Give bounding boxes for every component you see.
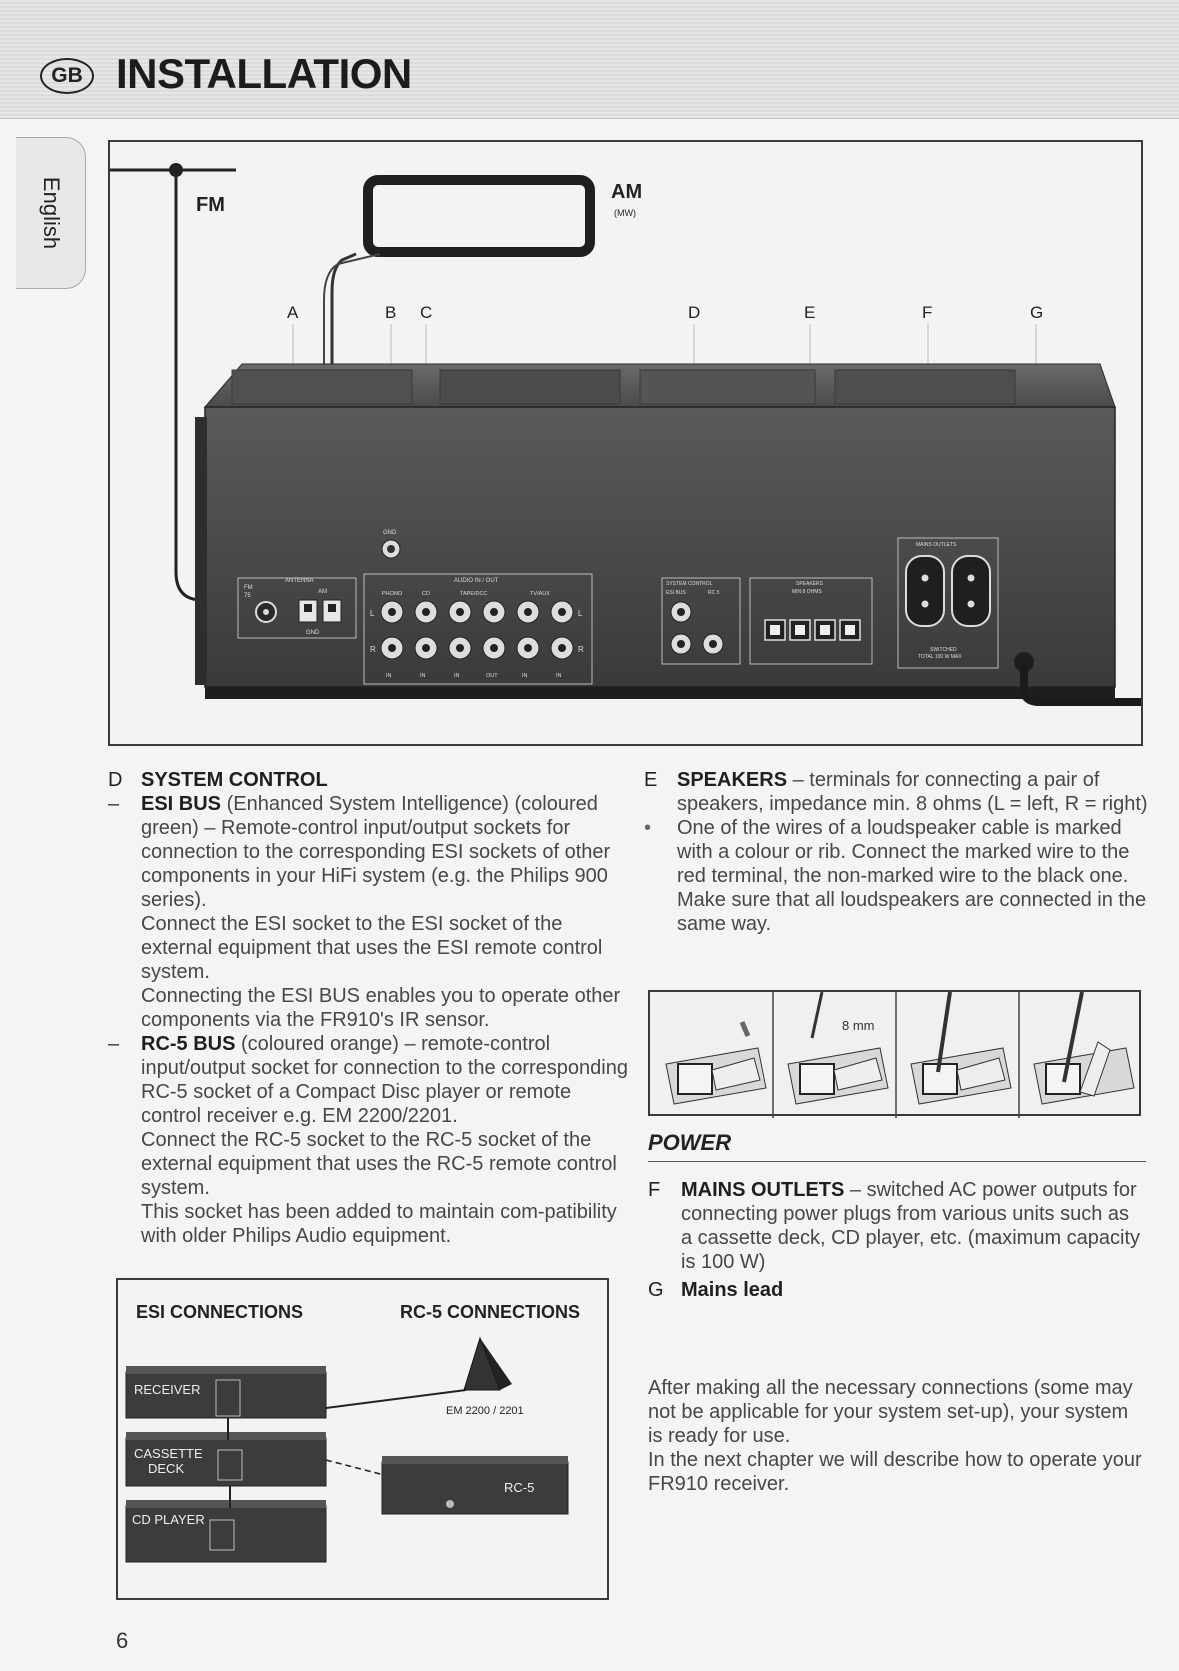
rc5-bus-description: (coloured orange) – remote-control input/output socket for connection to the corresponding RC-5 socket of a Compact Disc player or remote control receiver e.g. EM 2200/2201. (141, 1033, 628, 1127)
svg-text:SPEAKERS: SPEAKERS (796, 581, 823, 587)
wiring-step-4 (1034, 992, 1134, 1104)
svg-text:TAPE/DCC: TAPE/DCC (460, 591, 488, 597)
svg-text:SYSTEM CONTROL: SYSTEM CONTROL (666, 581, 713, 587)
svg-text:L: L (370, 609, 375, 618)
receiver-chassis (195, 364, 1115, 699)
closing-paragraph-2: In the next chapter we will describe how to operate your FR910 receiver. (648, 1449, 1142, 1495)
svg-text:TOTAL 100 W MAX: TOTAL 100 W MAX (918, 654, 962, 660)
am-label: AM (611, 181, 643, 203)
svg-text:IN: IN (454, 673, 460, 679)
svg-text:L: L (578, 609, 583, 618)
svg-text:B: B (385, 303, 397, 322)
svg-text:ESI BUS: ESI BUS (666, 590, 686, 596)
cassette-label-line1: CASSETTE (134, 1446, 203, 1461)
em-model-label: EM 2200 / 2201 (446, 1405, 524, 1417)
language-badge: GB (40, 58, 94, 94)
cassette-label-line2: DECK (148, 1461, 185, 1476)
esi-connections-title: ESI CONNECTIONS (136, 1302, 304, 1322)
svg-text:GND: GND (383, 530, 397, 536)
am-sublabel: (MW) (614, 208, 636, 218)
mains-lead-term: Mains lead (681, 1279, 784, 1301)
bullet-icon: • (644, 817, 652, 839)
esi-dash: – (108, 793, 120, 815)
esi-ir-paragraph: Connecting the ESI BUS enables you to operate other components via the FR910's IR sensor. (141, 985, 621, 1031)
rc5-connect-paragraph: Connect the RC-5 socket to the RC-5 socket of the external equipment that uses the RC-5 remote control system. (141, 1129, 617, 1199)
svg-text:E: E (804, 303, 816, 322)
strip-length-label: 8 mm (842, 1018, 875, 1033)
esi-bus-term: ESI BUS (141, 793, 222, 815)
closing-text (648, 1376, 1148, 1496)
rc5-dash: – (108, 1033, 120, 1055)
svg-text:G: G (1030, 303, 1044, 322)
speaker-wiring-steps (648, 990, 1141, 1116)
cd-player-unit (126, 1500, 326, 1562)
svg-text:GND: GND (306, 630, 320, 636)
svg-text:75: 75 (244, 593, 251, 599)
rc5-compat-paragraph: This socket has been added to maintain com-patibility with older Philips Audio equipment. (141, 1201, 617, 1247)
wiring-step-2 (788, 992, 888, 1104)
section-letter-f: F (648, 1179, 661, 1201)
svg-text:MIN 8 OHMS: MIN 8 OHMS (792, 589, 822, 595)
speakers-description: – terminals for connecting a pair of speakers, impedance min. 8 ohms (L = left, R = right) (677, 769, 1148, 815)
svg-text:F: F (922, 303, 933, 322)
cassette-deck-unit (126, 1432, 326, 1486)
svg-text:R: R (370, 645, 376, 654)
mains-outlets-description: – switched AC power outputs for connecting power plugs from various units such as a cassette deck, CD player, etc. (maximum capacity is 100 W) (681, 1179, 1141, 1273)
section-mains-outlets (648, 1178, 1143, 1302)
page-number: 6 (116, 1628, 129, 1653)
power-heading: POWER (648, 1130, 1146, 1162)
closing-paragraph-1: After making all the necessary connections (some may not be applicable for your system set-up), your system is ready for use. (648, 1377, 1133, 1447)
receiver-label: RECEIVER (134, 1382, 201, 1397)
svg-text:FM: FM (244, 585, 253, 591)
svg-text:OUT: OUT (486, 673, 498, 679)
rc5-connections-title: RC-5 CONNECTIONS (400, 1302, 581, 1322)
em-sensor-unit (446, 1338, 524, 1417)
svg-text:C: C (420, 303, 433, 322)
receiver-unit (126, 1366, 326, 1418)
section-speakers (644, 768, 1149, 936)
rc5-bus-term: RC-5 BUS (141, 1033, 236, 1055)
speaker-same-way-note: Make sure that all loudspeakers are connected in the same way. (677, 889, 1147, 935)
wiring-step-3 (911, 992, 1011, 1104)
esi-bus-description: (Enhanced System Intelligence) (coloured green) – Remote-control input/output sockets for connection to the corresponding ESI sockets of other components in your HiFi system (e.g. the Philips 900 series). (141, 793, 611, 911)
svg-text:A: A (287, 303, 299, 322)
section-letter-g: G (648, 1279, 664, 1301)
rc5-unit-label: RC-5 (504, 1480, 535, 1495)
svg-text:RC 5: RC 5 (708, 590, 720, 596)
speaker-wire-note: One of the wires of a loudspeaker cable is marked with a colour or rib. Connect the marked wire to the red terminal, the non-marked wire to the black one. (677, 817, 1130, 887)
page-title: INSTALLATION (116, 50, 412, 97)
side-tab-label: English (38, 176, 64, 250)
svg-text:CD: CD (422, 591, 430, 597)
cd-player-label: CD PLAYER (132, 1512, 205, 1527)
section-letter-e: E (644, 769, 658, 791)
svg-text:IN: IN (386, 673, 392, 679)
svg-text:IN: IN (522, 673, 528, 679)
svg-text:ANTENNA: ANTENNA (285, 578, 314, 584)
connections-diagram (116, 1278, 609, 1600)
language-side-tab (16, 137, 86, 289)
rc5-unit (382, 1456, 568, 1514)
fm-label: FM (196, 194, 225, 216)
speakers-term: SPEAKERS (677, 769, 788, 791)
section-title-system-control: SYSTEM CONTROL (141, 769, 328, 791)
esi-connect-paragraph: Connect the ESI socket to the ESI socket of the external equipment that uses the ESI remote control system. (141, 913, 603, 983)
mains-outlets-term: MAINS OUTLETS (681, 1179, 845, 1201)
svg-text:IN: IN (556, 673, 562, 679)
rear-panel-diagram (108, 140, 1143, 746)
section-letter-d: D (108, 769, 123, 791)
svg-text:R: R (578, 645, 584, 654)
svg-text:AUDIO IN / OUT: AUDIO IN / OUT (454, 578, 499, 584)
svg-text:D: D (688, 303, 701, 322)
svg-text:TV/AUX: TV/AUX (530, 591, 550, 597)
section-system-control (108, 768, 628, 1248)
svg-text:PHONO: PHONO (382, 591, 403, 597)
svg-text:SWITCHED: SWITCHED (930, 647, 957, 653)
connections-illustration (118, 1280, 611, 1602)
speaker-wiring-illustration (650, 992, 1143, 1118)
svg-text:IN: IN (420, 673, 426, 679)
rear-panel-illustration (110, 142, 1143, 746)
svg-text:MAINS OUTLETS: MAINS OUTLETS (916, 542, 957, 548)
wiring-step-1 (666, 1022, 766, 1104)
svg-text:AM: AM (318, 589, 327, 595)
